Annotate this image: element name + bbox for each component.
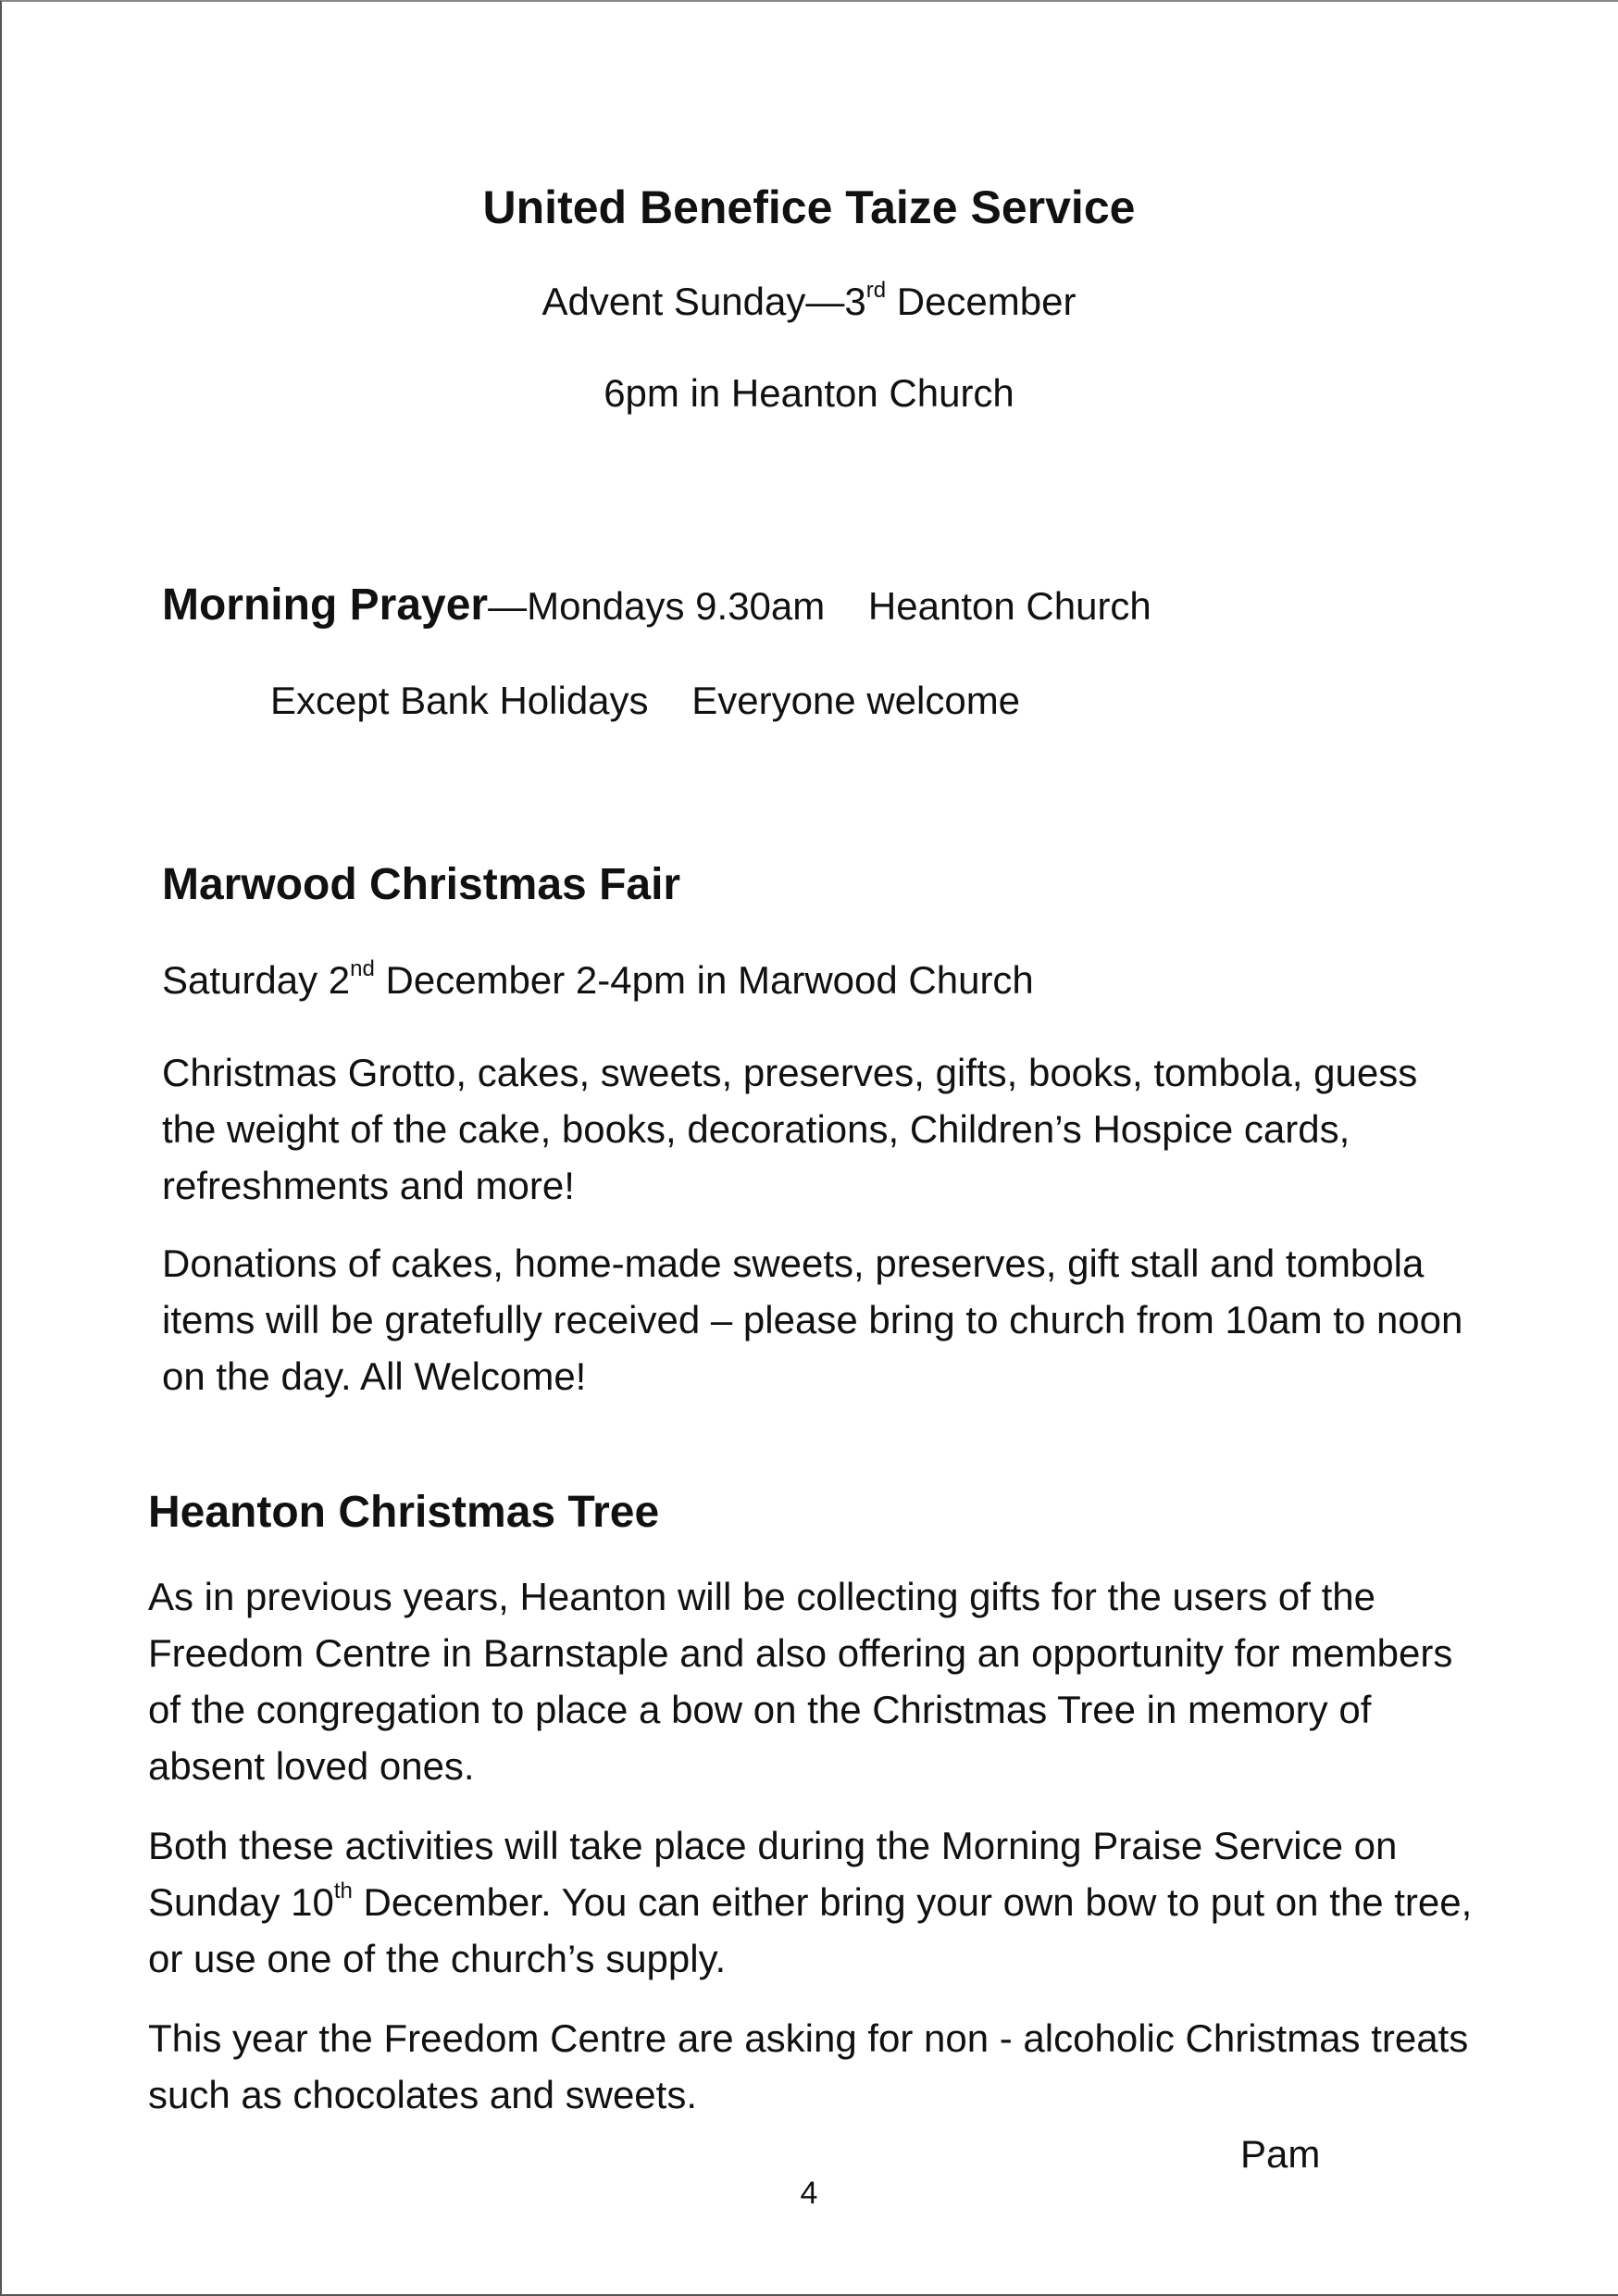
marwood-fair-heading: Marwood Christmas Fair (162, 860, 681, 909)
morning-prayer-details: —Mondays 9.30am Heanton Church (488, 584, 1151, 628)
heanton-tree-para2-suffix: th (333, 1878, 353, 1903)
heanton-tree-para2-rest: December. You can either bring your own bow to put on the tree, or use one of the church’s supply. (148, 1880, 1473, 1980)
morning-prayer-heading: Morning Prayer (162, 580, 489, 630)
taize-date-month: December (886, 280, 1077, 323)
taize-date (0, 280, 1618, 324)
page-number: 4 (800, 2176, 818, 2211)
marwood-fair-date-text: Saturday 2 (162, 958, 351, 1002)
heanton-tree-para3: This year the Freedom Centre are asking for non - alcoholic Christmas treats such as chocolates and sweets. (148, 2016, 1469, 2116)
marwood-fair-date-details: December 2-4pm in Marwood Church (374, 958, 1034, 1002)
heanton-tree-para2-text: Both these activities will take place during the Morning Praise Service on Sunday 10 (148, 1824, 1398, 1924)
taize-date-text: Advent Sunday—3 (541, 280, 866, 323)
marwood-fair-date (162, 958, 1034, 1003)
taize-time: 6pm in Heanton Church (604, 371, 1014, 415)
heanton-tree-para2 (148, 1817, 1481, 1987)
taize-date-suffix: rd (865, 278, 887, 303)
heanton-tree-para1: As in previous years, Heanton will be collecting gifts for the users of the Freedom Centre in Barnstaple and also offering an opportunity for members of the congregation to place a bow on the Christmas Tree in memory of absent loved ones. (148, 1575, 1453, 1788)
morning-prayer-line (162, 580, 1151, 630)
marwood-fair-para2: Donations of cakes, home-made sweets, preserves, gift stall and tombola items will be gratefully received – please bring to church from 10am to noon on the day. All Welcome! (162, 1242, 1463, 1398)
marwood-fair-para1: Christmas Grotto, cakes, sweets, preserves, gifts, books, tombola, guess the weight of the cake, books, decorations, Children’s Hospice cards, refreshments and more! (162, 1051, 1418, 1207)
marwood-fair-date-suffix: nd (350, 956, 375, 981)
heanton-tree-heading: Heanton Christmas Tree (148, 1488, 660, 1537)
morning-prayer-note: Except Bank Holidays Everyone welcome (270, 679, 1021, 722)
taize-title: United Benefice Taize Service (482, 181, 1136, 233)
signature: Pam (1240, 2132, 1321, 2176)
